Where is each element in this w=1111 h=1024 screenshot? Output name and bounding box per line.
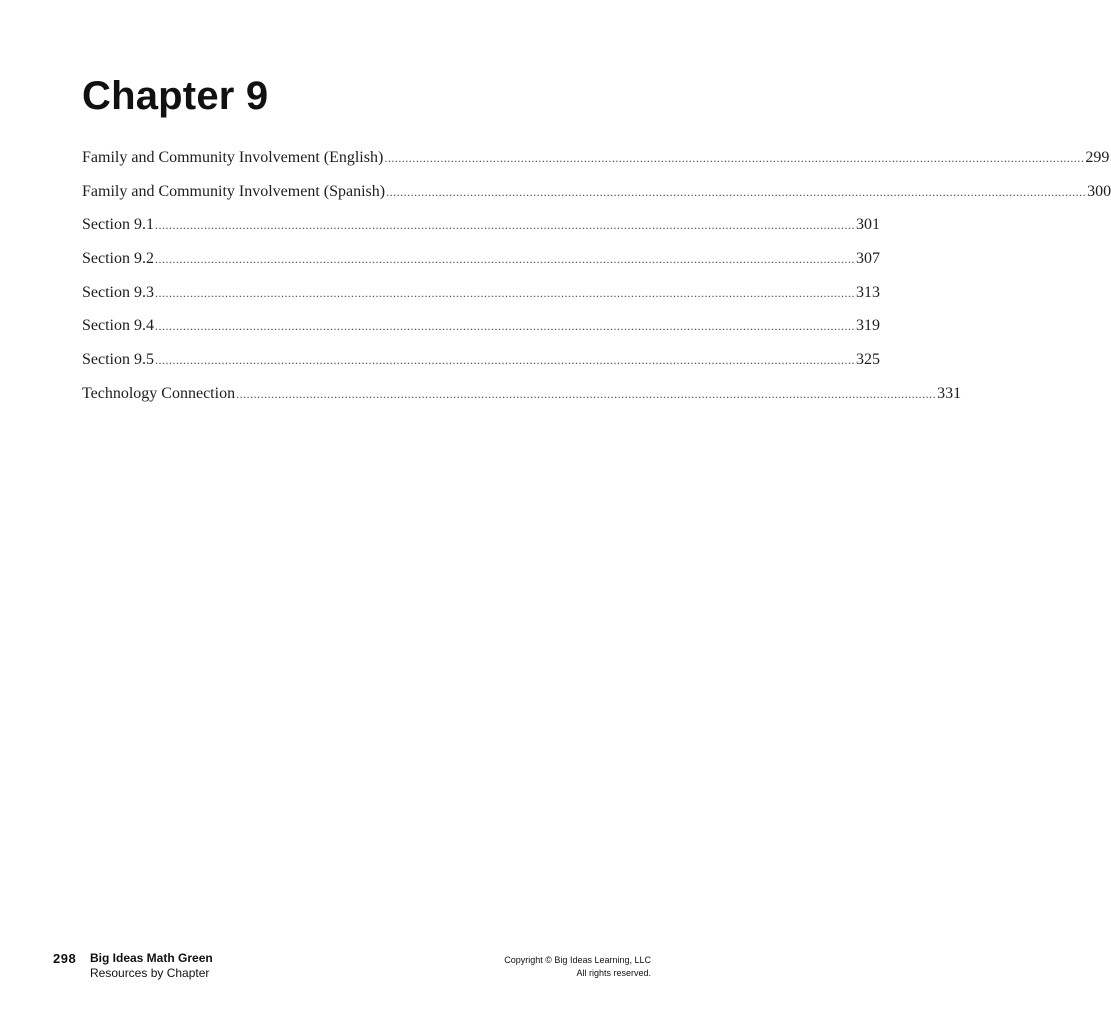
- toc-entry[interactable]: [82, 146, 1110, 180]
- chapter-title: Chapter 9: [82, 74, 269, 118]
- dot-leader: ........................................................................................................................................................................................................: [155, 218, 855, 233]
- toc-entry-page: 325: [856, 351, 880, 369]
- toc-entry-page: 331: [937, 384, 962, 402]
- toc-entry-label: Section 9.5: [82, 351, 154, 369]
- toc-entry-label: Section 9.4: [82, 317, 154, 335]
- dot-leader: ........................................................................................................................................................................................................: [155, 319, 855, 334]
- toc-entry-label: Section 9.2: [82, 250, 154, 268]
- rights-line: All rights reserved.: [576, 968, 651, 978]
- dot-leader: ........................................................................................................................................................................................................: [155, 285, 855, 300]
- book-subtitle: Resources by Chapter: [90, 966, 210, 980]
- toc-entry-page: 299: [1085, 149, 1110, 166]
- toc-entry[interactable]: [82, 281, 880, 315]
- book-info: [90, 951, 213, 981]
- dot-leader: ........................................................................................................................................................................................................: [155, 353, 855, 368]
- page-number: 298: [53, 951, 77, 966]
- toc-entry[interactable]: [82, 180, 1111, 214]
- copyright-line: Copyright © Big Ideas Learning, LLC: [504, 955, 651, 965]
- toc-entry[interactable]: [82, 348, 880, 382]
- toc-entry-page: 313: [856, 283, 880, 301]
- dot-leader: ........................................................................................................................................................................................................: [236, 386, 937, 401]
- toc-entry[interactable]: [82, 213, 880, 247]
- toc-entry-label: Section 9.3: [82, 283, 154, 301]
- toc-entry-label: Section 9.1: [82, 216, 154, 234]
- table-of-contents: [82, 146, 1111, 416]
- toc-entry-page: 307: [856, 250, 880, 268]
- toc-entry-label: Family and Community Involvement (English): [82, 149, 384, 166]
- copyright-notice: [504, 954, 651, 980]
- dot-leader: ........................................................................................................................................................................................................: [384, 151, 1085, 165]
- toc-entry[interactable]: [82, 314, 880, 348]
- book-title: Big Ideas Math Green: [90, 951, 213, 965]
- dot-leader: ........................................................................................................................................................................................................: [386, 184, 1087, 199]
- dot-leader: ........................................................................................................................................................................................................: [155, 252, 855, 267]
- toc-entry[interactable]: [82, 247, 880, 281]
- toc-entry[interactable]: [82, 382, 962, 416]
- toc-entry-page: 301: [856, 216, 880, 234]
- toc-entry-page: 319: [856, 317, 880, 335]
- toc-entry-label: Family and Community Involvement (Spanish): [82, 182, 386, 200]
- toc-entry-page: 300: [1087, 182, 1111, 200]
- toc-entry-label: Technology Connection: [82, 384, 236, 402]
